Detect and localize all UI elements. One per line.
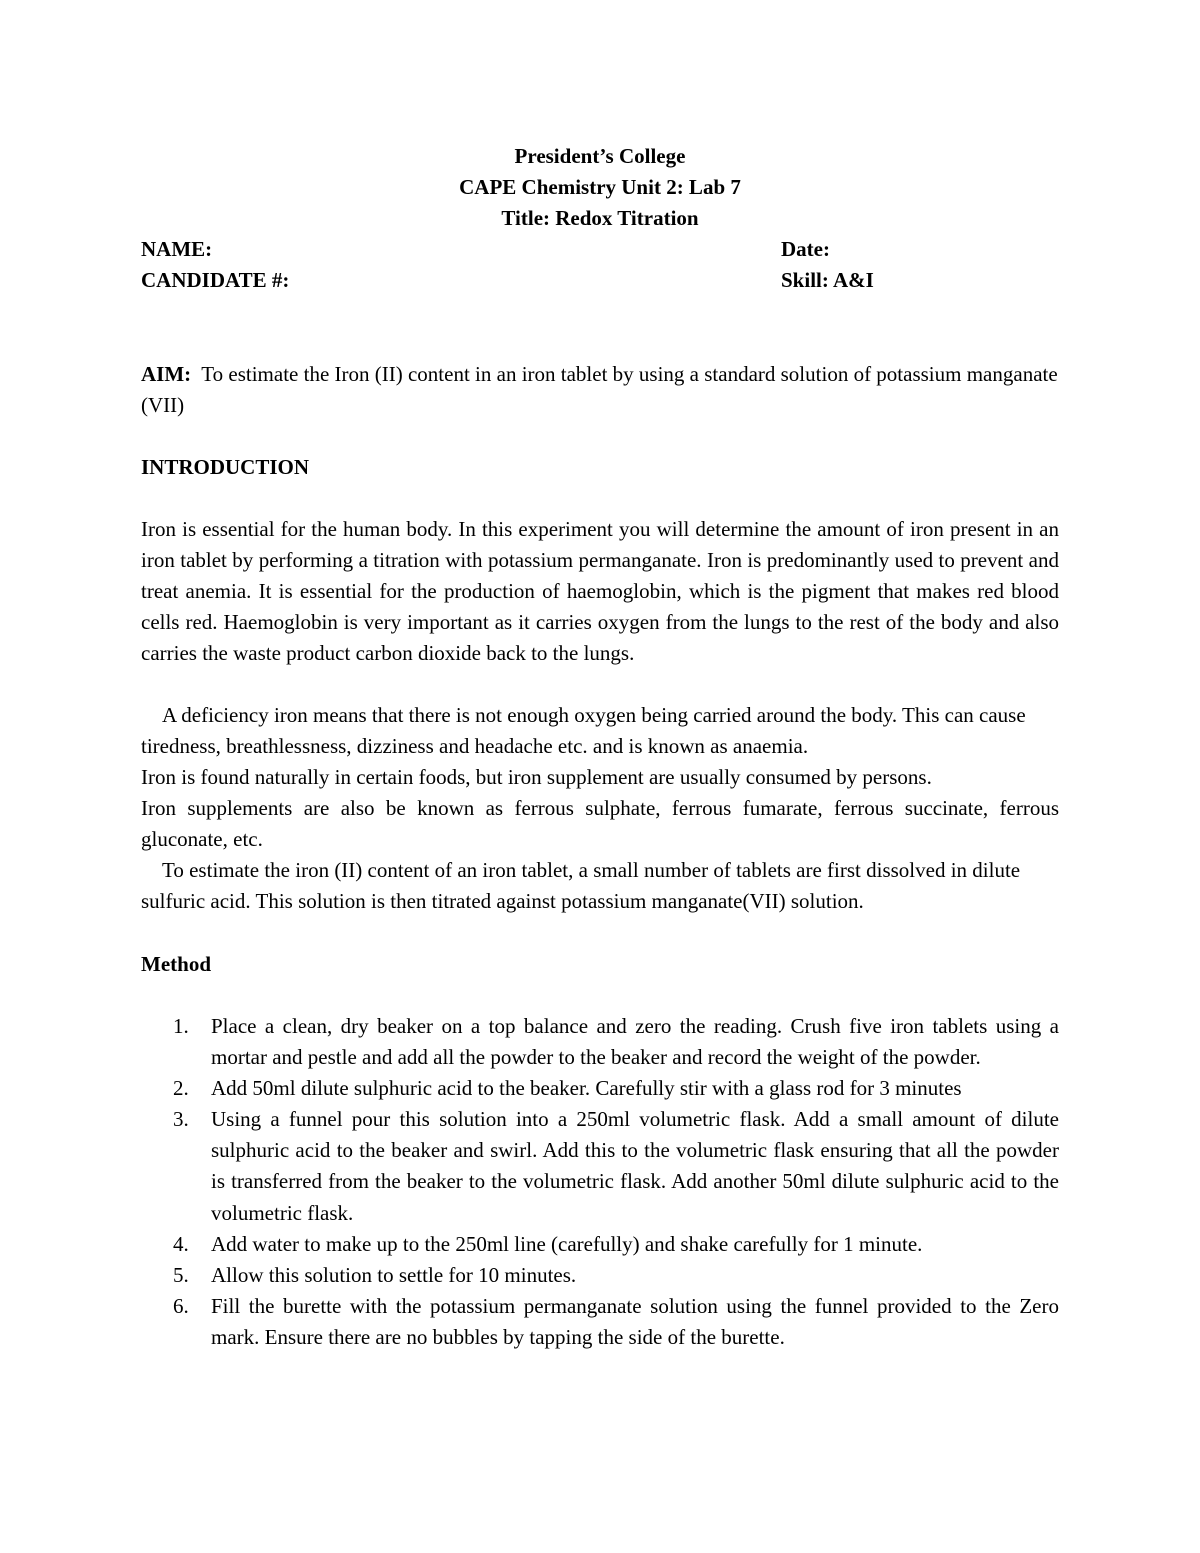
course-title: CAPE Chemistry Unit 2: Lab 7 [459,175,741,199]
method-step [141,1229,1059,1260]
method-step [141,1291,1059,1353]
intro-paragraph-4: Iron supplements are also be known as ferrous sulphate, ferrous fumarate, ferrous succinate, ferrous gluconate, etc. [141,796,1059,852]
method-steps [141,1011,1059,1353]
step-number: 4. [173,1231,189,1256]
skill-label: Skill: A&I [781,268,874,292]
intro-paragraph-3: Iron is found naturally in certain foods, but iron supplement are usually consumed by persons. [141,765,932,789]
step-text: Fill the burette with the potassium permanganate solution using the funnel provided to the Zero mark. Ensure there are no bubbles by tapping the side of the burette. [211,1293,1059,1349]
date-label: Date: [781,237,830,261]
aim-text: To estimate the Iron (II) content in an iron tablet by using a standard solution of potassium manganate (VII) [141,362,1058,417]
step-number: 3. [173,1107,189,1132]
aim-section [141,359,1061,421]
method-step [141,1260,1059,1291]
method-step [141,1011,1059,1073]
aim-label: AIM: [141,362,192,386]
intro-paragraph-2: A deficiency iron means that there is not enough oxygen being carried around the body. This can cause tiredness, breathlessness, dizziness and headache etc. and is known as anaemia. [141,703,1026,759]
step-text: Add 50ml dilute sulphuric acid to the beaker. Carefully stir with a glass rod for 3 minutes [211,1076,962,1101]
name-label: NAME: [141,237,213,261]
step-number: 2. [173,1076,189,1101]
lab-title: Title: Redox Titration [501,206,699,230]
step-number: 1. [173,1014,189,1038]
step-text: Place a clean, dry beaker on a top balance and zero the reading. Crush five iron tablets using a mortar and pestle and add all the powder to the beaker and record the weight of the powder. [211,1014,1059,1070]
step-text: Add water to make up to the 250ml line (carefully) and shake carefully for 1 minute. [211,1231,923,1256]
step-text: Using a funnel pour this solution into a 250ml volumetric flask. Add a small amount of dilute sulphuric acid to the beaker and swirl. Add this to the volumetric flask ensuring that all the powder is transferred from the beaker to the volumetric flask. Add another 50ml dilute sulphuric acid to the volumetric flask. [211,1107,1059,1225]
school-name: President’s College [514,144,686,168]
method-step [141,1073,1059,1104]
method-step [141,1104,1059,1228]
step-number: 5. [173,1262,189,1287]
method-heading: Method [141,952,211,976]
candidate-label: CANDIDATE #: [141,268,290,292]
introduction-heading: INTRODUCTION [141,455,310,479]
intro-paragraph-5: To estimate the iron (II) content of an iron tablet, a small number of tablets are first dissolved in dilute sulfuric acid. This solution is then titrated against potassium manganate(VII) solution. [141,858,1021,914]
intro-paragraph-1: Iron is essential for the human body. In this experiment you will determine the amount of iron present in an iron tablet by performing a titration with potassium permanganate. Iron is predominantly used to prevent and treat anemia. It is essential for the production of haemoglobin, which is the pigment that makes red blood cells red. Haemoglobin is very important as it carries oxygen from the lungs to the rest of the body and also carries the waste product carbon dioxide back to the lungs. [141,517,1059,666]
step-text: Allow this solution to settle for 10 minutes. [211,1262,577,1287]
step-number: 6. [173,1293,189,1318]
